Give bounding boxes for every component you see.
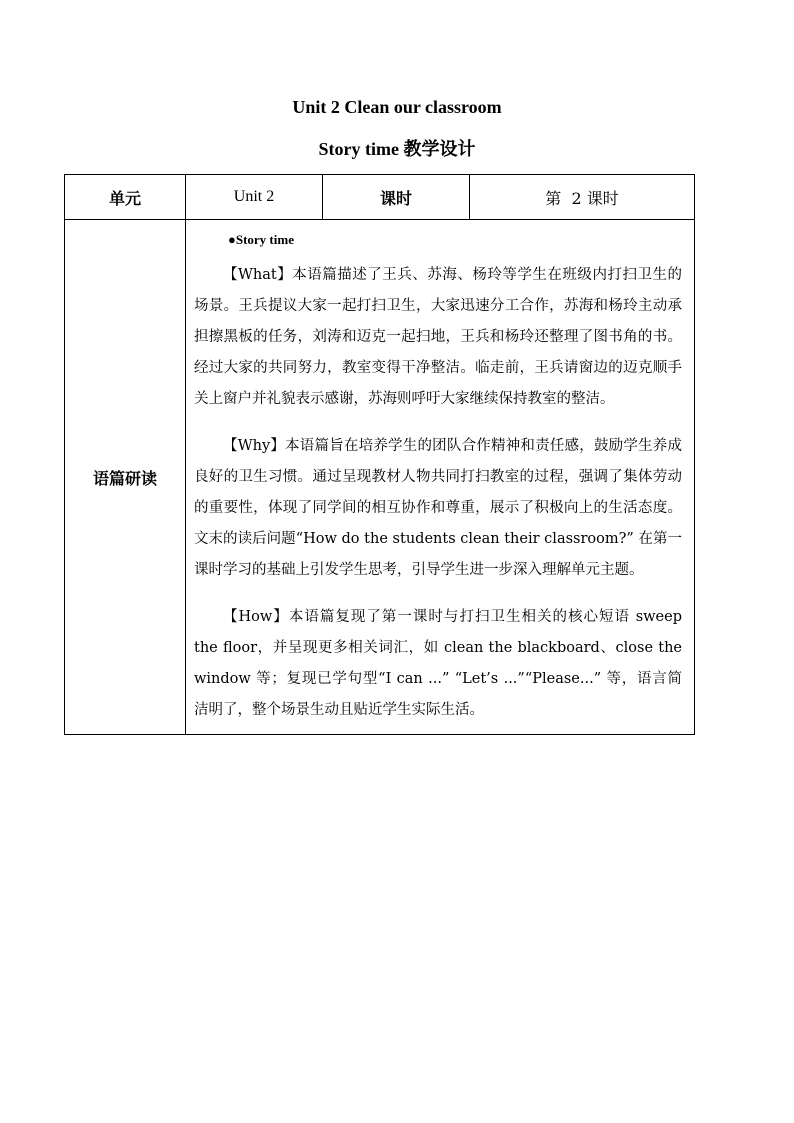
unit-label: 单元 [65, 175, 186, 220]
paragraph-why: 【Why】本语篇旨在培养学生的团队合作精神和责任感，鼓励学生养成良好的卫生习惯。通过呈现教材人物共同打扫教室的过程，强调了集体劳动的重要性，体现了同学间的相互协作和尊重，展示了积极向上的生活态度。文末的读后问题“How do the students clean their classroom?” 在第一课时学习的基础上引发学生思考，引导学生进一步深入理解单元主题。 [194, 438, 682, 578]
section-label: 语篇研读 [65, 220, 186, 735]
paragraph-how: 【How】本语篇复现了第一课时与打扫卫生相关的核心短语 sweep the floor，并呈现更多相关词汇，如 clean the blackboard、close the window 等；复现已学句型“I can ...” “Let’s ...”“Please...” 等，语言简洁明了，整个场景生动且贴近学生实际生活。 [194, 609, 682, 718]
document-title: Unit 2 Clean our classroom [292, 97, 502, 117]
paragraph-what: 【What】本语篇描述了王兵、苏海、杨玲等学生在班级内打扫卫生的场景。王兵提议大家一起打扫卫生，大家迅速分工合作，苏海和杨玲主动承担擦黑板的任务，刘涛和迈克一起扫地，王兵和杨玲还整理了图书角的书。经过大家的共同努力，教室变得干净整洁。临走前，王兵请窗边的迈克顺手关上窗户并礼貌表示感谢，苏海则呼吁大家继续保持教室的整洁。 [194, 267, 682, 407]
lesson-plan-table [64, 174, 695, 735]
table-header-row [65, 175, 695, 220]
section-heading: ●Story time [228, 232, 294, 247]
unit-value: Unit 2 [186, 175, 323, 220]
section-content [186, 220, 695, 735]
document-subtitle: Story time 教学设计 [318, 139, 476, 159]
lesson-label: 课时 [323, 175, 470, 220]
table-section-row [65, 220, 695, 735]
lesson-value: 第 2 课时 [470, 175, 695, 220]
